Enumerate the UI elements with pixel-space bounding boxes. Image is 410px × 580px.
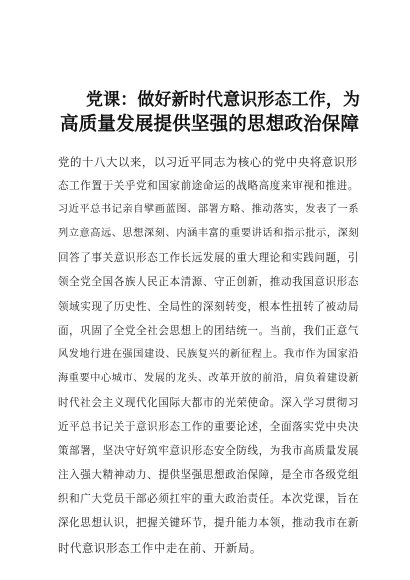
paragraph-line: 态工作置于关乎党和国家前途命运的战略高度来审视和推进。 <box>58 180 359 193</box>
paragraph-line: 近平总书记关于意识形态工作的重要论述，全面落实党中央决 <box>58 421 359 434</box>
body-paragraph <box>58 150 358 560</box>
paragraph-line: 时代意识形态工作中走在前、开新局。 <box>58 540 262 555</box>
paragraph-line: 面，巩固了全党全社会思想上的团结统一。当前，我们正意气 <box>58 324 359 337</box>
paragraph-line: 风发地行进在强国建设、民族复兴的新征程上。我市作为国家沿 <box>58 348 360 360</box>
paragraph-line: 领域实现了历史性、全局性的深刻转变，根本性扭转了被动局 <box>58 300 359 313</box>
document-title <box>60 87 360 137</box>
paragraph-line: 列立意高远、思想深刻、内涵丰富的重要讲话和指示批示，深刻 <box>58 228 360 240</box>
paragraph-line: 注入强大精神动力、提供坚强思想政治保障，是全市各级党组 <box>58 469 359 482</box>
paragraph-line: 策部署，坚决守好筑牢意识形态安全防线，为我市高质量发展 <box>58 445 359 458</box>
paragraph-line: 海重要中心城市、发展的龙头、改革开放的前沿，肩负着建设新 <box>58 372 360 384</box>
title-line-2: 高质量发展提供坚强的思想政治保障 <box>60 114 360 135</box>
paragraph-line: 深化思想认识，把握关键环节，提升能力本领，推动我市在新 <box>58 517 359 530</box>
title-line-1: 党课：做好新时代意识形态工作，为 <box>86 89 361 109</box>
paragraph-line: 回答了事关意识形态工作长远发展的重大理论和实践问题，引 <box>58 252 359 265</box>
paragraph-line: 织和广大党员干部必须扛牢的重大政治责任。本次党课，旨在 <box>58 493 359 506</box>
paragraph-line: 领全党全国各族人民正本清源、守正创新，推动我国意识形态 <box>58 276 359 289</box>
paragraph-line: 时代社会主义现代化国际大都市的光荣使命。深入学习贯彻习 <box>58 396 359 409</box>
paragraph-line: 党的十八大以来，以习近平同志为核心的党中央将意识形 <box>58 155 358 169</box>
paragraph-line: 习近平总书记亲自擘画蓝图、部署方略、推动落实，发表了一系 <box>58 204 360 216</box>
